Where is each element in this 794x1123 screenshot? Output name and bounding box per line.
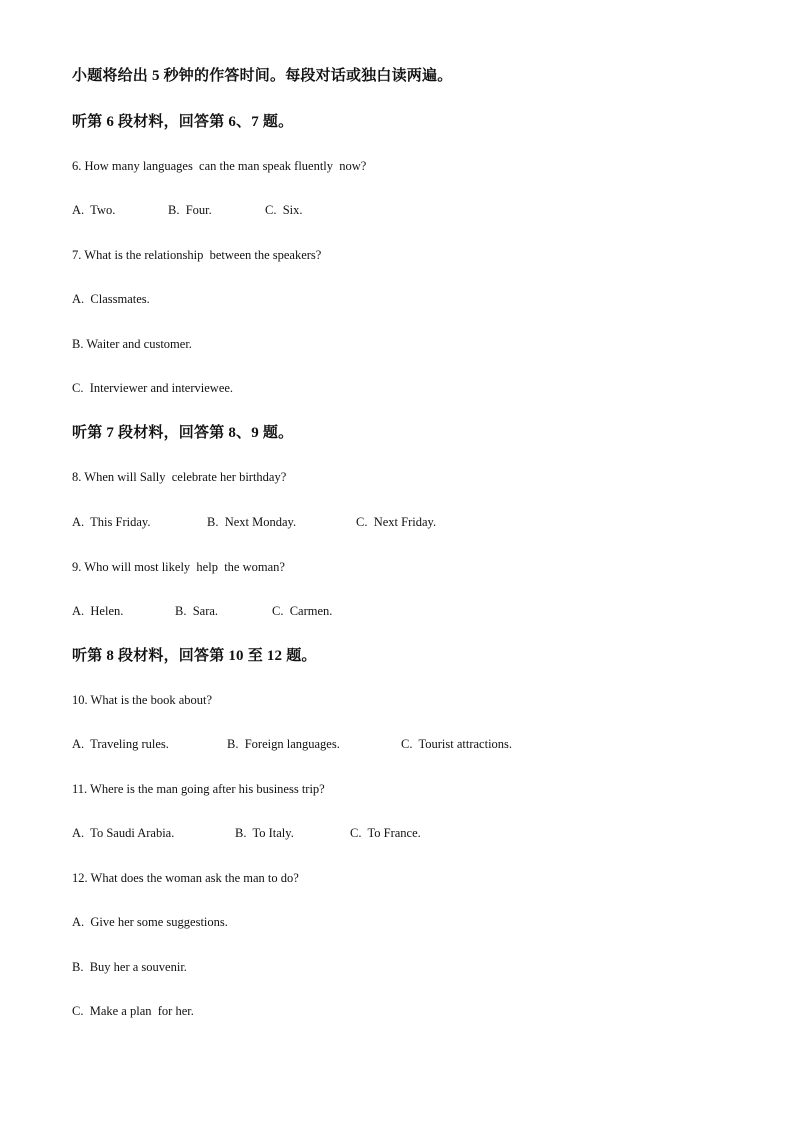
option-a: A. Helen. <box>72 604 124 618</box>
option-c: C. Carmen. <box>272 604 333 618</box>
option-b: B. To Italy. <box>235 826 294 840</box>
question-text: 7. What is the relationship between the speakers? <box>72 248 322 262</box>
question-text: 9. Who will most likely help the woman? <box>72 560 285 574</box>
option-a: A. To Saudi Arabia. <box>72 826 175 840</box>
option-a: A. Classmates. <box>72 292 150 306</box>
question-text: 12. What does the woman ask the man to do? <box>72 871 299 885</box>
option-b: B. Four. <box>168 203 212 217</box>
option-c: C. Interviewer and interviewee. <box>72 381 234 395</box>
option-a: A. This Friday. <box>72 515 151 529</box>
option-c: C. Six. <box>265 203 303 217</box>
question-text: 10. What is the book about? <box>72 693 213 707</box>
option-c: C. Next Friday. <box>356 515 437 529</box>
option-a: A. Two. <box>72 203 116 217</box>
option-b: B. Sara. <box>175 604 219 618</box>
section-heading: 听第 6 段材料，回答第 6、7 题。 <box>72 114 294 130</box>
option-b: B. Foreign languages. <box>227 737 340 751</box>
section-heading: 听第 7 段材料，回答第 8、9 题。 <box>72 425 294 441</box>
option-b: B. Waiter and customer. <box>72 337 192 351</box>
option-c: C. To France. <box>350 826 421 840</box>
option-c: C. Make a plan for her. <box>72 1004 194 1018</box>
option-a: A. Give her some suggestions. <box>72 915 228 929</box>
option-b: B. Next Monday. <box>207 515 297 529</box>
question-text: 8. When will Sally celebrate her birthday? <box>72 470 287 484</box>
question-text: 11. Where is the man going after his business trip? <box>72 782 325 796</box>
option-c: C. Tourist attractions. <box>401 737 513 751</box>
option-a: A. Traveling rules. <box>72 737 169 751</box>
intro-line: 小题将给出 5 秒钟的作答时间。每段对话或独白读两遍。 <box>72 68 453 84</box>
option-b: B. Buy her a souvenir. <box>72 960 187 974</box>
section-heading: 听第 8 段材料，回答第 10 至 12 题。 <box>72 648 317 664</box>
question-text: 6. How many languages can the man speak fluently now? <box>72 159 367 173</box>
